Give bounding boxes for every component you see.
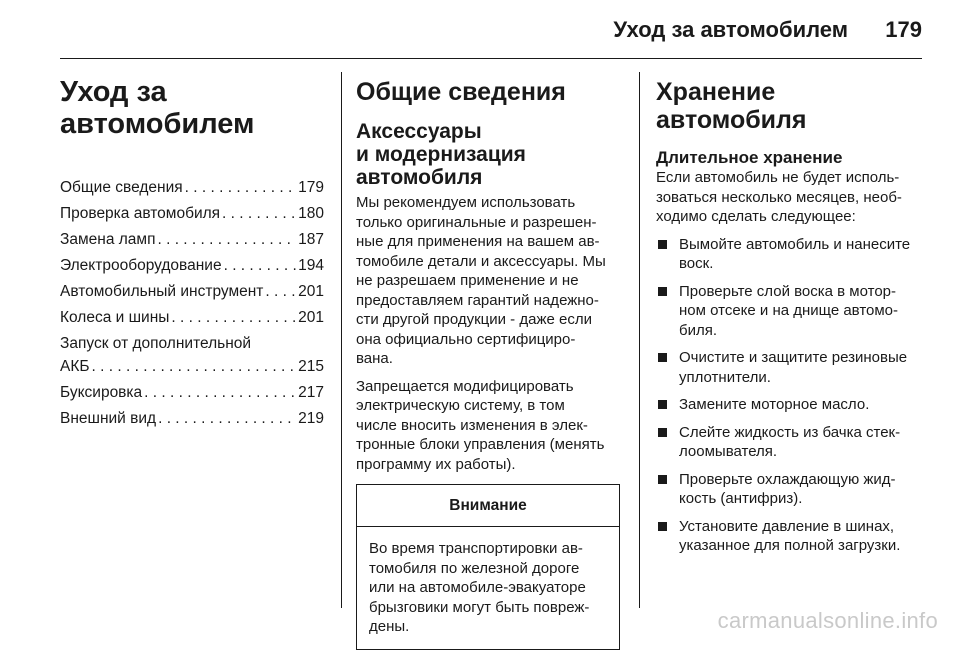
header-divider [60, 58, 922, 59]
toc-label: АКБ [60, 358, 90, 375]
toc-leader [185, 176, 296, 199]
text-line: брызговики могут быть повреж- [369, 598, 590, 616]
bullet-square-icon [658, 428, 667, 437]
toc-leader [224, 254, 297, 277]
text-line: ходимо сделать следующее: [656, 208, 856, 225]
toc-page: 194 [298, 257, 324, 274]
chapter-contents [60, 72, 324, 433]
toc-label: Общие сведения [60, 179, 183, 196]
text-line: томобиля по железной дороге [369, 559, 580, 577]
text-line: указанное для полной загрузки. [679, 537, 901, 554]
subsection-heading [356, 120, 624, 189]
toc-page: 179 [298, 179, 324, 196]
text-line: сти другой продукции - даже если [356, 311, 592, 328]
toc-entry[interactable] [60, 280, 324, 303]
text-line: числе вносить изменения в элек- [356, 416, 588, 434]
toc-page: 219 [298, 410, 324, 427]
warning-title: Внимание [357, 485, 619, 527]
toc-leader [158, 407, 296, 430]
toc-entry[interactable] [60, 306, 324, 329]
text-line: дены. [369, 618, 410, 635]
text-line: томобиле детали и аксессуары. Мы [356, 252, 606, 270]
list-item [656, 395, 926, 415]
chapter-title-line: автомобилем [60, 108, 255, 140]
bullet-square-icon [658, 287, 667, 296]
page-number: 179 [885, 17, 922, 42]
toc-entry[interactable] [60, 381, 324, 404]
text-line: ные для применения на вашем ав- [356, 233, 600, 250]
watermark: carmanualsonline.info [717, 608, 938, 633]
bullet-square-icon [658, 475, 667, 484]
bullet-square-icon [658, 400, 667, 409]
text-line: воск. [679, 255, 714, 272]
list-item [656, 235, 926, 274]
chapter-title [60, 76, 324, 140]
text-line: программу их работы). [356, 455, 516, 473]
toc-leader [171, 306, 296, 329]
chapter-title-line: Уход за [60, 76, 167, 108]
page-header [0, 0, 960, 60]
text-line: биля. [679, 321, 718, 339]
text-line: ном отсеке и на днище автомо- [679, 302, 899, 319]
toc-label: Внешний вид [60, 410, 157, 427]
text-line: не разрешаем применение и не [356, 272, 579, 289]
storage-checklist [656, 235, 926, 556]
subsection-heading: Длительное хранение [656, 148, 843, 167]
text-line: предоставляем гарантий надежно- [356, 291, 599, 309]
bullet-square-icon [658, 522, 667, 531]
paragraph [656, 168, 926, 227]
toc-entry[interactable] [60, 254, 324, 277]
text-line: вана. [356, 350, 393, 367]
text-line: Вымойте автомобиль и нанесите [679, 235, 911, 253]
toc-label: Проверка автомобиля [60, 205, 221, 222]
list-item [656, 423, 926, 462]
text-line: Мы рекомендуем использовать [356, 194, 576, 211]
toc-label: Электрооборудование [60, 257, 222, 274]
text-line: она официально сертифициро- [356, 330, 576, 348]
text-line: Слейте жидкость из бачка стек- [679, 423, 901, 441]
text-line: тронные блоки управления (менять [356, 436, 605, 453]
toc-label: Замена ламп [60, 231, 156, 248]
text-line: Замените моторное масло. [679, 396, 870, 413]
text-line: уплотнители. [679, 368, 771, 386]
text-line: Если автомобиль не будет исполь- [656, 169, 900, 186]
running-header-title: Уход за автомобилем [613, 17, 848, 42]
warning-box [356, 484, 620, 650]
toc-leader [144, 381, 296, 404]
list-item [656, 282, 926, 341]
text-line: Проверьте охлаждающую жид- [679, 470, 896, 488]
text-line: только оригинальные и разрешен- [356, 213, 597, 231]
list-item [656, 470, 926, 509]
column-divider [639, 72, 640, 608]
bullet-square-icon [658, 240, 667, 249]
subsection-heading-line: Аксессуары [356, 120, 482, 143]
column-divider [341, 72, 342, 608]
toc-entry[interactable] [60, 176, 324, 199]
toc-entry[interactable] [60, 228, 324, 251]
toc-label: Запуск от дополнительной [60, 335, 252, 352]
toc-leader [92, 355, 297, 378]
toc-page: 215 [298, 358, 324, 375]
paragraph [356, 377, 624, 475]
bullet-square-icon [658, 353, 667, 362]
text-line: Проверьте слой воска в мотор- [679, 282, 897, 300]
toc-entry[interactable] [60, 332, 324, 378]
subsection-heading-line: и модернизация [356, 143, 526, 166]
toc-page: 201 [298, 309, 324, 326]
toc-leader [222, 202, 296, 225]
toc-label: Автомобильный инструмент [60, 283, 264, 300]
warning-text [357, 527, 619, 649]
storage-section [656, 72, 926, 564]
toc-entry[interactable] [60, 407, 324, 430]
section-heading: Хранение автомобиля [656, 78, 807, 134]
text-line: кость (антифриз). [679, 490, 803, 507]
text-line: лоомывателя. [679, 443, 778, 460]
list-item [656, 348, 926, 387]
text-line: электрическую систему, в том [356, 397, 565, 414]
list-item [656, 517, 926, 556]
paragraph [356, 193, 624, 369]
general-section [356, 72, 624, 650]
toc-page: 187 [298, 231, 324, 248]
text-line: Запрещается модифицировать [356, 377, 574, 395]
toc-entry[interactable] [60, 202, 324, 225]
text-line: или на автомобиле-эвакуаторе [369, 579, 586, 596]
text-line: зоваться несколько месяцев, необ- [656, 188, 902, 206]
subsection-heading-line: автомобиля [356, 166, 483, 189]
toc-page: 180 [298, 205, 324, 222]
toc-leader [157, 228, 296, 251]
toc-leader [265, 280, 296, 303]
text-line: Во время транспортировки ав- [369, 540, 583, 557]
toc-label: Буксировка [60, 384, 143, 401]
text-line: Установите давление в шинах, [679, 517, 895, 535]
text-line: Очистите и защитите резиновые [679, 349, 908, 366]
toc-page: 201 [298, 283, 324, 300]
section-heading: Общие сведения [356, 78, 566, 106]
toc-page: 217 [298, 384, 324, 401]
toc-label: Колеса и шины [60, 309, 170, 326]
